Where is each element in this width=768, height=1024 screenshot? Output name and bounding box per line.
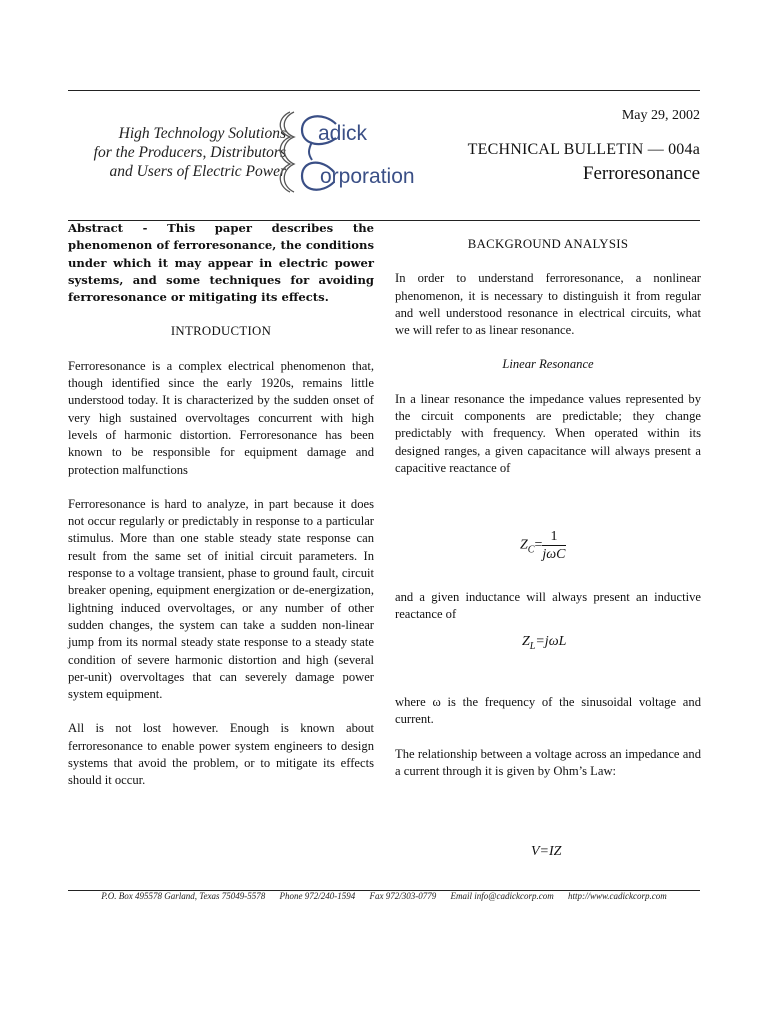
right-column-middle [395, 589, 701, 641]
abstract: Abstract - This paper describes the phenomenon of ferroresonance, the conditions under which it may appear in electric power systems, and some techniques for avoiding ferroresonance or mitigating its effects. [68, 221, 374, 305]
background-paragraph-1: In order to understand ferroresonance, a nonlinear phenomenon, it is necessary to distinguish it from regular and well understood resonance in electrical circuits, what we will refer to as linear resonance. [395, 271, 701, 338]
eq1-sub: C [527, 544, 535, 556]
tagline-line-1: High Technology Solutions [118, 125, 286, 142]
introduction-heading: INTRODUCTION [170, 324, 272, 339]
background-paragraph-4: where ω is the frequency of the sinusoidal voltage and current. [395, 695, 701, 727]
background-paragraph-2: In a linear resonance the impedance values represented by the circuit components are predictable; they change predictably with frequency. When operated within its designed ranges, a given capacitance will always present a capacitive reactance of [395, 391, 701, 475]
right-column-lower [395, 694, 701, 797]
eq1-numerator: 1 [542, 528, 565, 546]
background-paragraph-3: and a given inductance will always present an inductive reactance of [395, 590, 701, 622]
ohms-law-equation: V=IZ [531, 844, 562, 859]
logo-word-corporation: orporation [320, 165, 415, 188]
footer-fax: Fax 972/303-0779 [369, 891, 437, 901]
eq1-equals: = [534, 537, 543, 553]
eq1-denominator: jωC [542, 547, 566, 562]
footer-contact [68, 891, 700, 901]
intro-paragraph-2: Ferroresonance is hard to analyze, in part because it does not occur regularly or predictably in response to a particular stimulus. More than one stable steady state response can result from the same set of initial circuit parameters. In response to a voltage transient, phase to ground fault, circuit breaker opening, equipment energization or de-energization, lightning induced overvoltages, or any number of other sudden changes, the system can take a sudden non-linear jump from its normal steady state response to a steady state condition of severe harmonic distortion and high (several per-unit) overvoltages that can severely damage power system equipment. [68, 496, 374, 702]
footer-address: P.O. Box 495578 Garland, Texas 75049-5578 [101, 891, 266, 901]
eq2-sub: L [529, 640, 536, 652]
capacitive-reactance-equation [520, 528, 566, 563]
eq1-lhs: Z [520, 537, 528, 553]
inductive-reactance-equation [522, 634, 566, 652]
linear-resonance-subheading: Linear Resonance [502, 357, 594, 372]
logo-word-cadick: adick [318, 122, 368, 145]
background-paragraph-5: The relationship between a voltage across an impedance and a current through it is given by Ohm’s Law: [395, 746, 701, 778]
bulletin-date: May 29, 2002 [621, 108, 700, 123]
cadick-logo-graphic [272, 110, 422, 195]
top-rule [68, 90, 700, 91]
intro-paragraph-3: All is not lost however. Enough is known about ferroresonance to enable power system engineers to design systems that avoid the problem, or to mitigate its effects should it occur. [68, 721, 374, 788]
background-analysis-heading: BACKGROUND ANALYSIS [467, 237, 629, 251]
bulletin-topic: Ferroresonance [582, 163, 700, 184]
tagline-line-2: for the Producers, Distributors [93, 144, 286, 161]
intro-paragraph-1: Ferroresonance is a complex electrical phenomenon that, though identified since the early 1920s, remains little understood today. It is characterized by the sudden onset of very high sustained overvoltages concurrent with high levels of harmonic distortion. Ferroresonance has been known to be responsible for equipment damage and protection malfunctions [68, 358, 374, 477]
footer-phone: Phone 972/240-1594 [279, 891, 356, 901]
tagline-line-3: and Users of Electric Power [109, 163, 286, 180]
bulletin-number: TECHNICAL BULLETIN — 004a [467, 141, 700, 158]
footer-website[interactable]: http://www.cadickcorp.com [567, 891, 667, 901]
eq2-rhs: =jωL [535, 634, 567, 649]
eq1-fraction [542, 528, 565, 563]
cadick-logo [272, 110, 422, 195]
right-column [395, 236, 701, 494]
footer-email[interactable]: Email info@cadickcorp.com [450, 891, 554, 901]
left-column [68, 220, 374, 807]
company-tagline [94, 124, 286, 181]
eq2-lhs: Z [522, 634, 530, 649]
